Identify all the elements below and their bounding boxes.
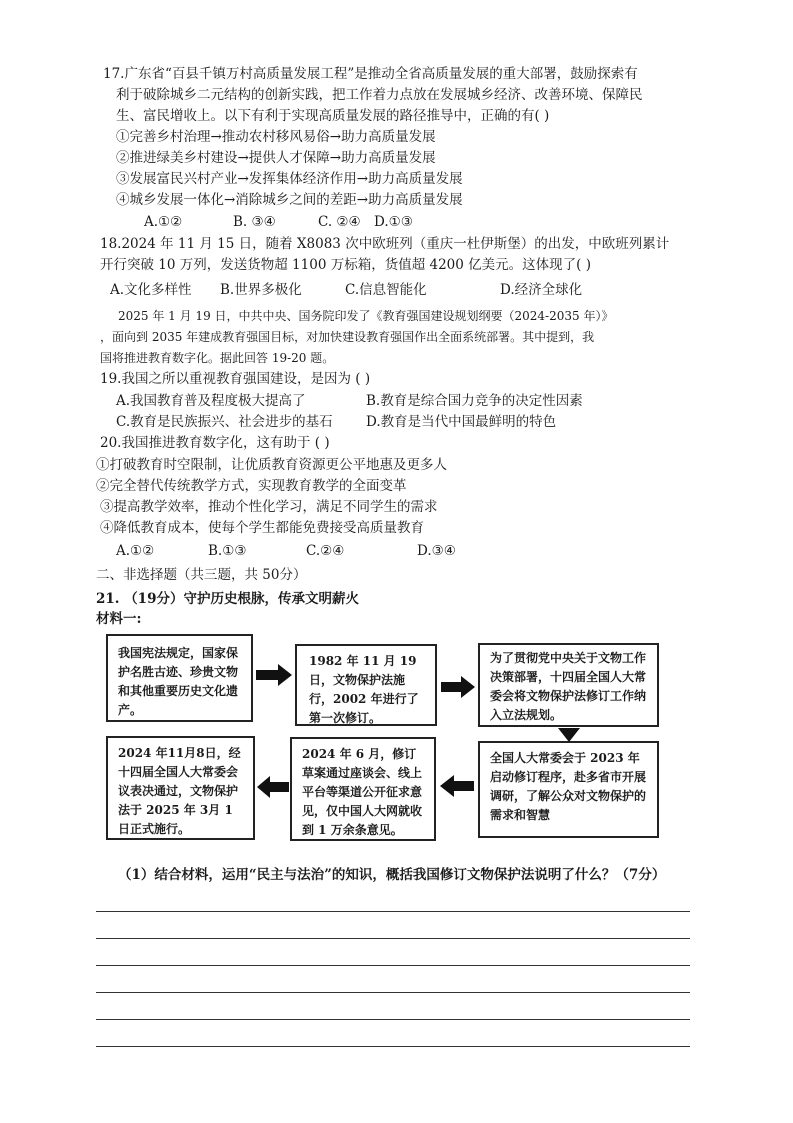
q18-stem-line-2: 开行突破 10 万列，发送货物超 1100 万标箱，货值超 4200 亿美元。这体现了( ) <box>100 257 591 273</box>
material-1920-line-1: 2025 年 1 月 19 日，中共中央、国务院印发了《教育强国建设规划纲要（2024-2035 年）》 <box>118 309 614 323</box>
q18-option-a: A.文化多样性 <box>110 282 192 298</box>
q20-option-a: A.①② <box>116 543 155 559</box>
section-heading: 二、非选择题（共三题，共 50分） <box>96 567 307 583</box>
answer-line[interactable] <box>96 938 690 939</box>
flow-box-constitution: 我国宪法规定，国家保护名胜古迹、珍贵文物和其他重要历史文化遗产。 <box>106 634 253 722</box>
flow-box-1982-law: 1982 年 11 月 19 日，文物保护法施行，2002 年进行了第一次修订。 <box>295 644 437 726</box>
q20-option-d: D.③④ <box>417 543 456 559</box>
q20-item-1: ①打破教育时空限制，让优质教育资源更公平地惠及更多人 <box>96 457 447 473</box>
q19-option-a: A.我国教育普及程度极大提高了 <box>116 393 306 409</box>
q20-item-3: ③提高教学效率，推动个性化学习，满足不同学生的需求 <box>100 499 438 515</box>
q20-option-b: B.①③ <box>208 543 247 559</box>
q18-stem-line-1: 18.2024 年 11 月 15 日，随着 X8083 次中欧班列（重庆一杜伊斯堡）的出发，中欧班列累计 <box>100 236 670 252</box>
answer-line[interactable] <box>96 911 690 912</box>
material-1920-line-2: ，面向到 2035 年建成教育强国目标，对加快建设教育强国作出全面系统部署。其中提到，我 <box>100 330 595 344</box>
q19-option-d: D.教育是当代中国最鲜明的特色 <box>366 414 557 430</box>
q20-option-c: C.②④ <box>306 543 345 559</box>
q17-item-2: ②推进绿美乡村建设→提供人才保障→助力高质量发展 <box>116 150 436 166</box>
q17-option-b: B. ③④ <box>233 214 276 230</box>
q19-stem: 19.我国之所以重视教育强国建设，是因为 ( ) <box>100 371 371 387</box>
q17-option-c: C. ②④ <box>318 214 361 230</box>
q17-item-1: ①完善乡村治理→推动农村移风易俗→助力高质量发展 <box>116 129 436 145</box>
arrow-left-icon <box>440 775 474 797</box>
arrow-right-icon <box>441 676 475 698</box>
answer-line[interactable] <box>96 1046 690 1047</box>
flow-box-2023-revision: 全国人大常委会于 2023 年启动修订程序，赴多省市开展调研，了解公众对文物保护的需求和智慧 <box>478 741 659 838</box>
q17-item-4: ④城乡发展一体化→消除城乡之间的差距→助力高质量发展 <box>116 192 463 208</box>
flow-box-2024-nov: 2024 年11月8日，经十四届全国人大常委会议表决通过，文物保护法于 2025 年 3月 1 日正式施行。 <box>106 736 255 840</box>
answer-line[interactable] <box>96 965 690 966</box>
q20-item-2: ②完全替代传统教学方式，实现教育教学的全面变革 <box>96 478 407 494</box>
flow-box-party-plan: 为了贯彻党中央关于文物工作决策部署，十四届全国人大常委会将文物保护法修订工作纳入立法规划。 <box>478 643 659 727</box>
q18-option-c: C.信息智能化 <box>345 282 427 298</box>
q17-option-d: D.①③ <box>374 214 413 230</box>
q21-title: 21. （19分）守护历史根脉，传承文明薪火 <box>96 591 359 607</box>
q18-option-b: B.世界多极化 <box>220 282 302 298</box>
material-1920-line-3: 国将推进教育数字化。据此回答 19-20 题。 <box>100 351 335 365</box>
q19-option-b: B.教育是综合国力竞争的决定性因素 <box>366 393 583 409</box>
q19-option-c: C.教育是民族振兴、社会进步的基石 <box>116 414 333 430</box>
q17-stem-line-1: 17.广东省“百县千镇万村高质量发展工程”是推动全省高质量发展的重大部署，鼓励探索有 <box>103 66 638 82</box>
q20-item-4: ④降低教育成本，使每个学生都能免费接受高质量教育 <box>100 520 424 536</box>
q17-stem-line-3: 生、富民增收上。以下有利于实现高质量发展的路径推导中，正确的有( ) <box>116 108 550 124</box>
q21-material-label: 材料一: <box>96 611 142 627</box>
answer-line[interactable] <box>96 992 690 993</box>
q17-item-3: ③发展富民兴村产业→发挥集体经济作用→助力高质量发展 <box>116 171 463 187</box>
q21-sub1: （1）结合材料，运用“民主与法治”的知识，概括我国修订文物保护法说明了什么？（7分） <box>118 867 666 883</box>
arrow-left-icon <box>257 776 289 798</box>
flow-box-2024-june: 2024 年 6 月，修订草案通过座谈会、线上平台等渠道公开征求意见，仅中国人大网就收到 1 万余条意见。 <box>290 737 436 841</box>
answer-line[interactable] <box>96 1019 690 1020</box>
arrow-right-icon <box>256 664 292 686</box>
q17-option-a: A.①② <box>144 214 183 230</box>
q18-option-d: D.经济全球化 <box>500 282 583 298</box>
q17-stem-line-2: 利于破除城乡二元结构的创新实践，把工作着力点放在发展城乡经济、改善环境、保障民 <box>116 87 643 103</box>
arrow-down-icon <box>558 728 580 742</box>
q20-stem: 20.我国推进教育数字化，这有助于 ( ) <box>100 435 330 451</box>
